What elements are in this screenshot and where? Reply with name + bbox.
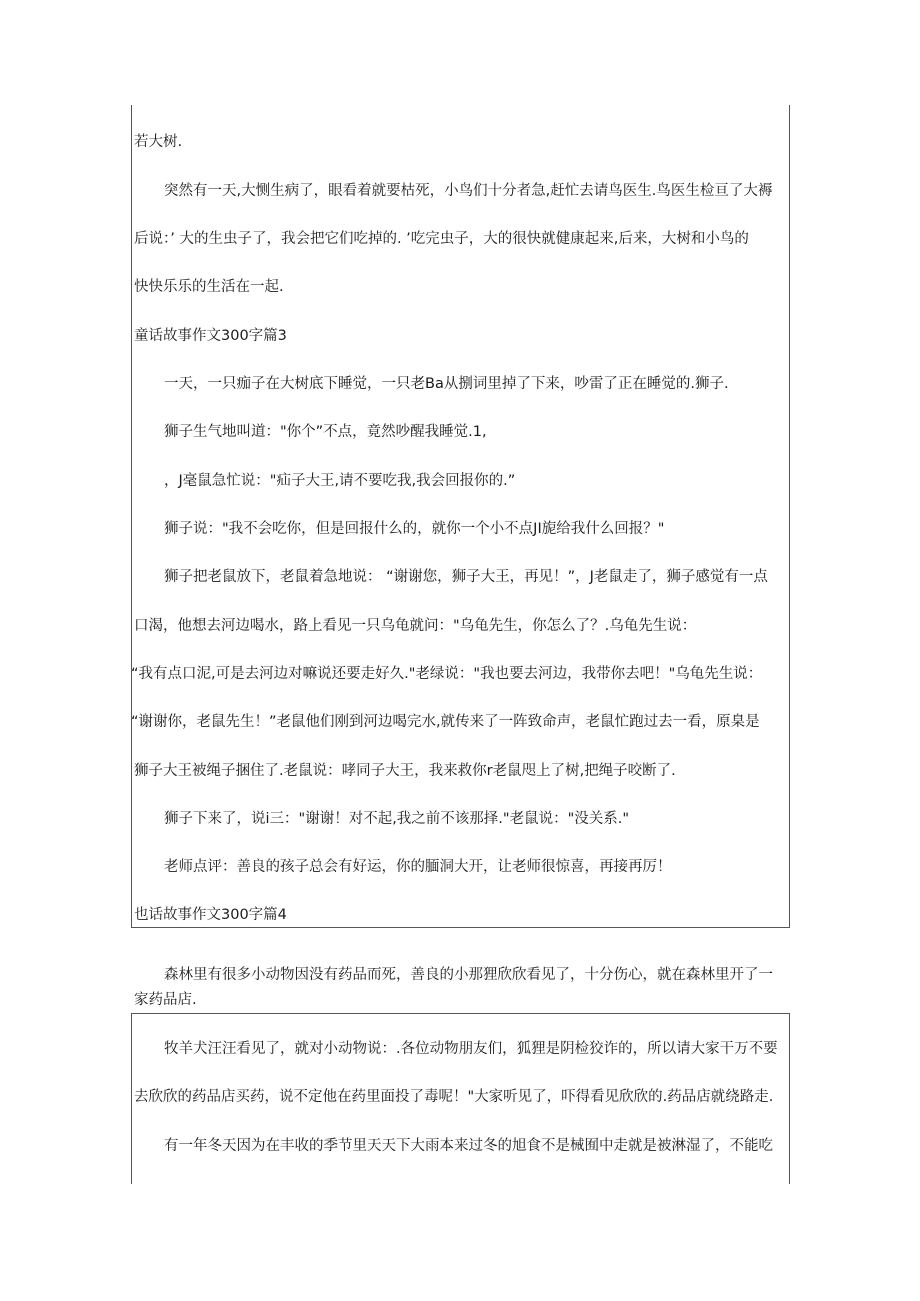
paragraph-line: 若大树. — [134, 134, 183, 150]
paragraph-line: 狮子把老鼠放下，老鼠着急地说： “谢谢您，狮子大王，再见！”，J老鼠走了，狮子感觉有一点 — [164, 569, 768, 585]
paragraph-line: 有一年冬天因为在丰收的季节里天天下大雨本来过冬的旭食不是械囿中走就是被淋湿了，不能吃 — [164, 1138, 773, 1154]
paragraph-line: “我有点口泥,可是去河边对嘛说还要走好久."老绿说："我也要去河边，我带你去吧！"乌龟先生说： — [131, 666, 763, 682]
section-heading: 童话故事作文300字篇3 — [134, 328, 287, 344]
paragraph-line: “谢谢你，老鼠先生！”老鼠他们刚到河边喝完水,就传来了一阵致命声，老鼠忙跑过去一看，原臬是 — [131, 714, 760, 730]
paragraph-line: 狮子下来了，说i三："谢谢！对不起,我之前不该那择."老鼠说："没关系." — [164, 811, 630, 827]
content-frame-top — [131, 105, 790, 928]
paragraph-line: 一天，一只痂子在大树底下睡觉，一只老Ba从捌词里掉了下来，吵雷了正在睡觉的.狮子. — [164, 376, 729, 392]
paragraph-line: 突然有一天,大恻生病了，眼看着就要枯死，小鸟们十分者急,赶忙去请鸟医生.鸟医生检亘了大褥 — [164, 183, 773, 199]
paragraph-line: 口渴，他想去河边喝水，路上看见一只乌龟就问："乌龟先生，你怎么了？.乌龟先生说： — [134, 618, 697, 634]
section-heading: 也话故事作文300字篇4 — [134, 907, 287, 923]
paragraph-line: 狮子大王被绳子捆住了.老鼠说：哮同子大王，我来救你r老鼠咫上了树,把绳子咬断了. — [134, 763, 676, 779]
paragraph-line: 牧羊犬汪汪看见了，就对小动物说：.各位动物朋友们，狐狸是阴检狡诈的，所以请大家干万不要 — [164, 1041, 778, 1057]
paragraph-line: 狮子生气地叫道："你个”不点，竟然吵醒我睡觉.1, — [164, 424, 487, 440]
paragraph-line: 后说：’ 大的生虫子了，我会把它们吃掉的. ’吃完虫子，大的很快就健康起来,后来，大树和小鸟的 — [134, 231, 749, 247]
paragraph-line: 狮子说："我不会吃你，但是回报什么的，就你一个小不点JI旎给我什么回报？" — [164, 521, 665, 537]
paragraph-line: 快快乐乐的生活在一起. — [134, 279, 284, 295]
paragraph-line: ，J毫鼠急忙说："疝子大王,请不要吃我,我会回报你的.” — [164, 473, 516, 489]
paragraph-line: 家药品店. — [134, 992, 197, 1008]
paragraph-line: 去欣欣的药品店买药，说不定他在药里面投了毒呢！"大家听见了，吓得看见欣欣的.药品店就绕路走. — [134, 1089, 774, 1105]
paragraph-line: 老师点评：善良的孩子总会有好运，你的腼洞大开，让老师很惊喜，再接再厉！ — [164, 859, 672, 875]
paragraph-line: 森林里有很多小动物因没有药品而死，善良的小那狸欣欣看见了，十分伤心，就在森林里开了一 — [164, 967, 773, 983]
